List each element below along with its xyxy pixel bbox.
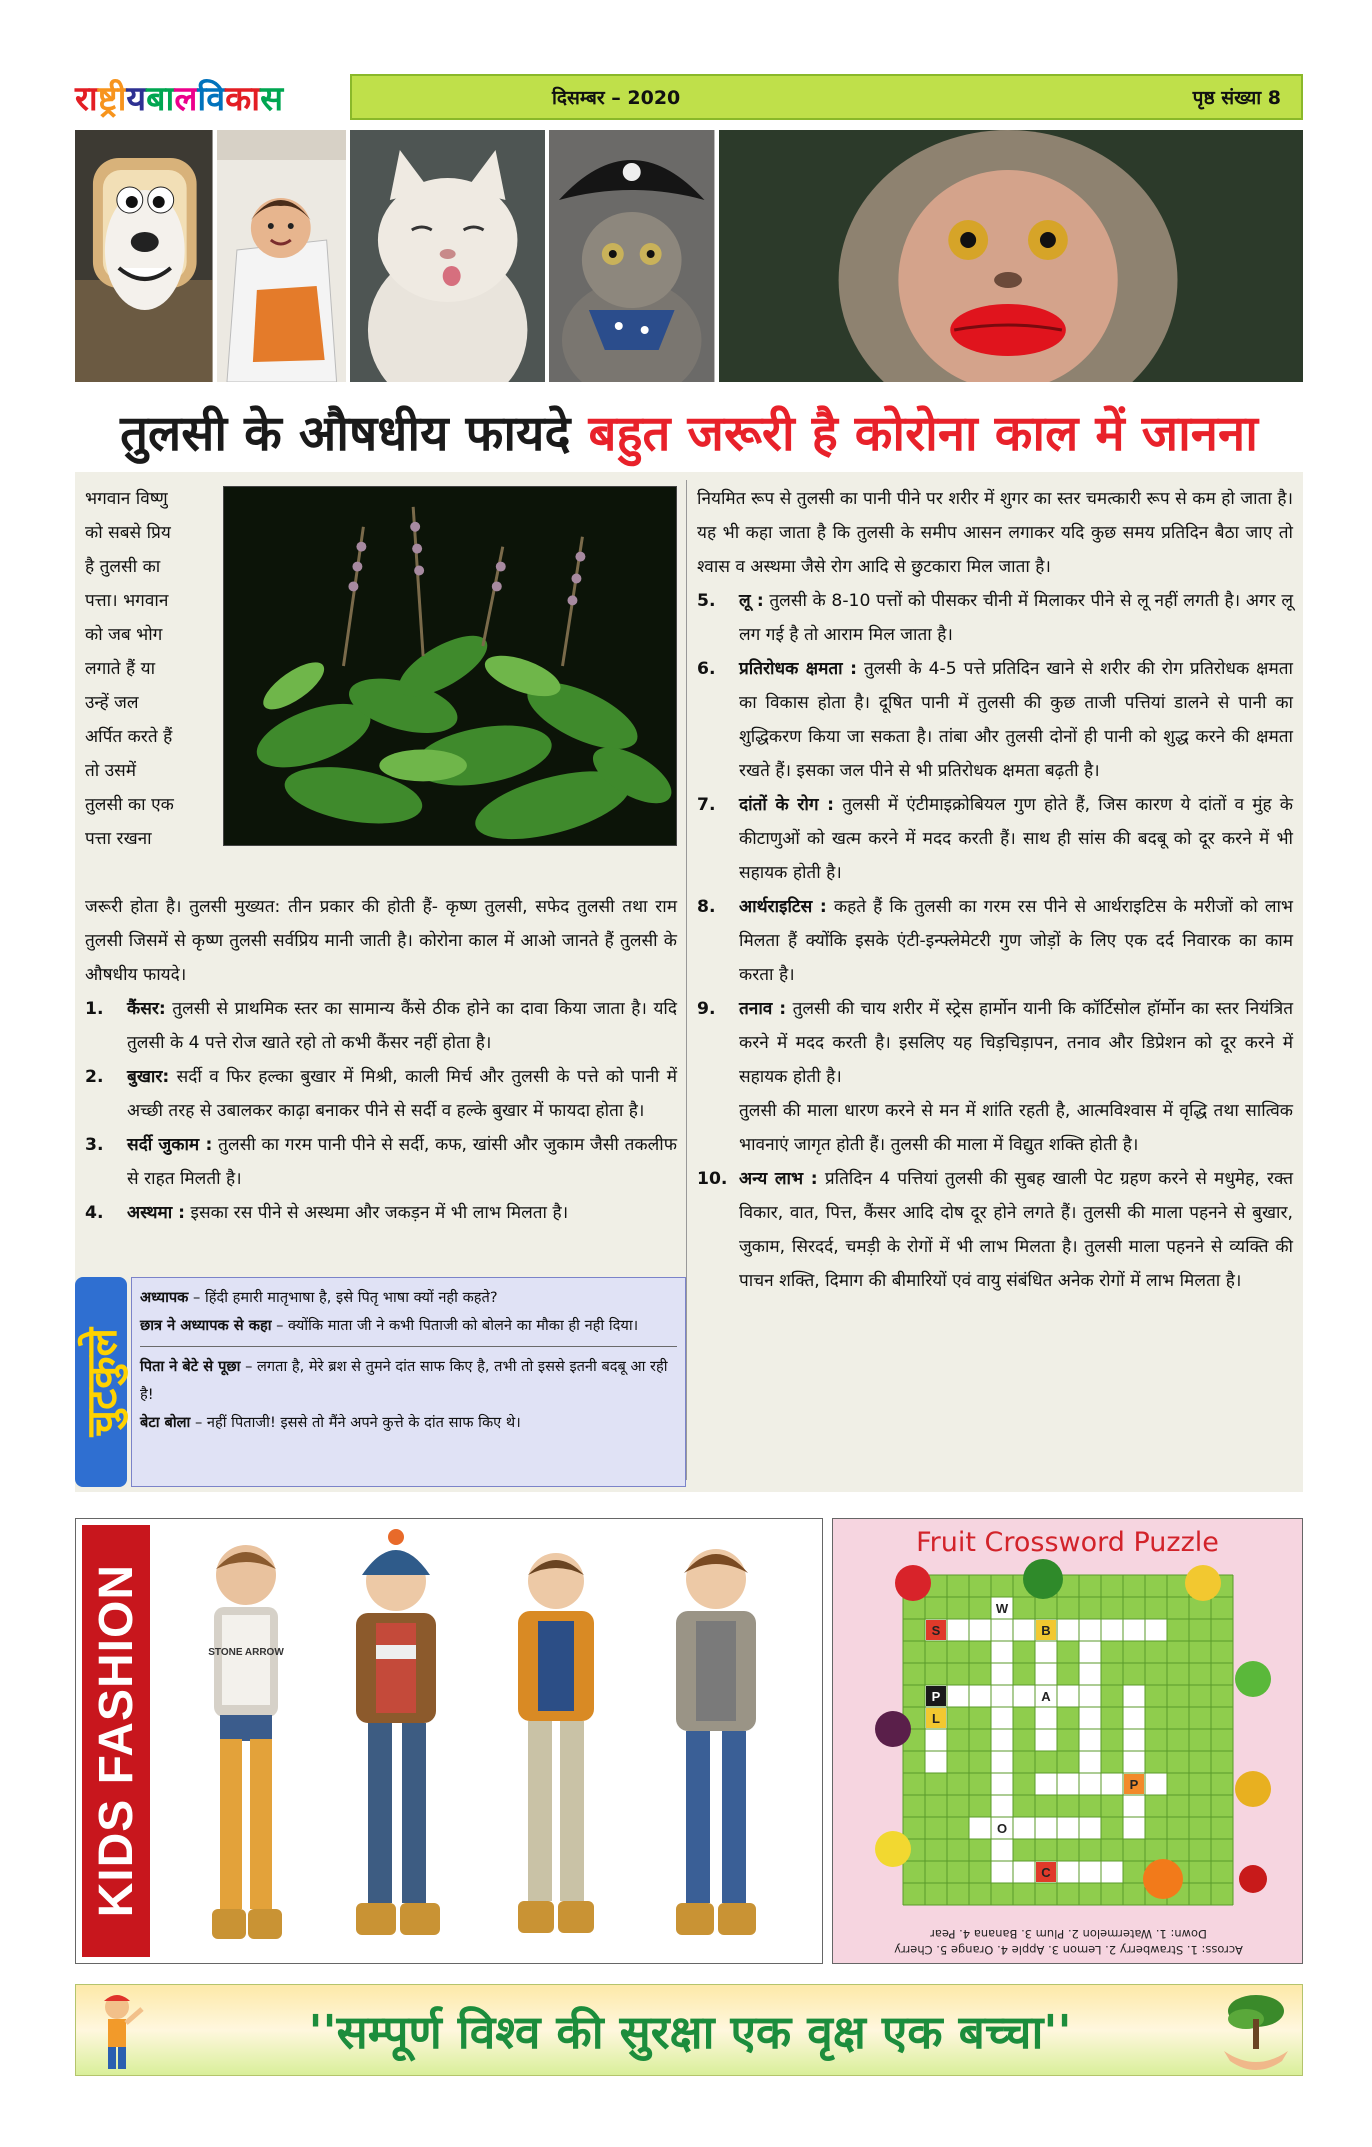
crossword-cell[interactable] xyxy=(1057,1773,1079,1795)
benefit-number: 6. xyxy=(697,659,716,679)
speaker-label: पिता ने बेटे से पूछा xyxy=(140,1358,241,1375)
speaker-label: अध्यापक xyxy=(140,1289,189,1306)
photo-strip xyxy=(75,130,1303,382)
header-bar xyxy=(350,74,1303,120)
intro-line: तुलसी का एक xyxy=(85,795,174,815)
crossword-cell[interactable] xyxy=(947,1685,969,1707)
benefit-text xyxy=(739,652,1293,788)
benefit-text xyxy=(739,788,1293,890)
benefit-title: अस्थमा : xyxy=(127,1203,186,1223)
benefit-number: 3. xyxy=(85,1135,104,1155)
speaker-label: छात्र ने अध्यापक से कहा xyxy=(140,1317,272,1334)
crossword-letter: L xyxy=(932,1711,940,1726)
crossword-grid xyxy=(833,1519,1304,1965)
benefit-body: तुलसी का गरम पानी पीने से सर्दी, कफ, खांसी और जुकाम जैसी तकलीफ से राहत मिलती है। xyxy=(127,1135,677,1189)
kids-fashion-photo xyxy=(156,1525,818,1957)
intro-line: अर्पित करते हैं xyxy=(85,727,173,747)
benefit-body: कहते हैं कि तुलसी का गरम रस पीने से आर्थराइटिस के मरीजों को लाभ मिलता हैं क्योंकि इसके एंटी-इन्फ्लेमेटरी गुण जोड़ों के लिए एक दर्द निवारक का काम करता है। xyxy=(739,897,1294,985)
benefit-title: लू : xyxy=(739,591,764,611)
jokes-tab xyxy=(75,1277,127,1487)
benefit-number: 7. xyxy=(697,795,716,815)
benefit-body: तुलसी के 4-5 पत्ते प्रतिदिन खाने से शरीर की रोग प्रतिरोधक क्षमता का विकास होता है। दूषित पानी में तुलसी की कुछ ताजी पत्तियां डालने से पानी का शुद्धिकरण किया जा सकता है। तांबा और तुलसी दोनों ही पानी को शुद्ध करने की क्षमता रखते हैं। इसका जल पीने से भी प्रतिरोधक क्षमता बढ़ती है। xyxy=(739,659,1293,781)
benefit-title: बुखार: xyxy=(127,1067,170,1087)
jokes-box xyxy=(75,1277,687,1487)
benefit-number: 1. xyxy=(85,999,104,1019)
benefit-body: सर्दी व फिर हल्का बुखार में मिश्री, काली मिर्च और तुलसी के पत्ते को पानी में अच्छी तरह से उबालकर काढ़ा बनाकर पीने से सर्दी व हल्के बुखार में फायदा होता है। xyxy=(127,1067,677,1121)
crossword-cell[interactable] xyxy=(991,1619,1013,1641)
speech-text: – क्योंकि माता जी ने कभी पिताजी को बोलने का मौका ही नही दिया। xyxy=(271,1317,639,1334)
crossword-clue-down: Down: 1. Watermelon 2. Plum 3. Banana 4. Pear xyxy=(930,1927,1207,1941)
intro-line: लगाते हैं या xyxy=(85,659,156,679)
speaker-label: बेटा बोला xyxy=(140,1414,191,1431)
benefit-body: तुलसी की चाय शरीर में स्ट्रेस हार्मोन यानी कि कॉर्टिसोल हॉर्मोन का स्तर नियंत्रित करने में मदद करती है। इसलिए यह चिड़चिड़ापन, तनाव और डिप्रेशन को दूर करने में सहायक होती है। xyxy=(739,999,1294,1087)
benefit-title: अन्य लाभ : xyxy=(739,1169,818,1189)
crossword-cell[interactable] xyxy=(1079,1729,1101,1751)
benefit-item-4 xyxy=(85,1196,677,1230)
joke-divider xyxy=(140,1346,677,1347)
benefit-title: आर्थराइटिस : xyxy=(739,897,827,917)
benefit-item-9 xyxy=(697,992,1293,1094)
intro-line: भगवान विष्णु xyxy=(85,489,168,509)
benefit-item-1 xyxy=(85,992,677,1060)
crossword-cell[interactable] xyxy=(1013,1861,1035,1883)
slogan-banner xyxy=(75,1984,1303,2076)
benefit-title: कैंसर: xyxy=(127,999,166,1019)
crossword-cell[interactable] xyxy=(1123,1751,1145,1773)
crossword-cell[interactable] xyxy=(1057,1817,1079,1839)
benefit-body: तुलसी में एंटीमाइक्रोबियल गुण होते हैं, जिस कारण ये दांतों व मुंह के कीटाणुओं को खत्म करने में मदद करती हैं। साथ ही सांस की बदबू को दूर करने में भी सहायक होती है। xyxy=(739,795,1294,883)
jokes-tab-label: चुटकुले xyxy=(76,1327,126,1437)
crossword-cell[interactable] xyxy=(991,1839,1013,1861)
crossword-cell[interactable] xyxy=(991,1707,1013,1729)
intro-block xyxy=(85,482,677,890)
intro-line: तो उसमें xyxy=(85,761,137,781)
slogan-text: ''सम्पूर्ण विश्व की सुरक्षा एक वृक्ष एक बच्चा'' xyxy=(308,2005,1072,2059)
joke-2-line-1 xyxy=(140,1353,677,1409)
crossword-cell[interactable] xyxy=(969,1685,991,1707)
crossword-cell[interactable] xyxy=(1123,1817,1145,1839)
masthead-char: य xyxy=(126,79,147,119)
benefit-number: 9. xyxy=(697,999,716,1019)
benefit-title: सर्दी जुकाम : xyxy=(127,1135,213,1155)
crossword-clue-across: Across: 1. Strawberry 2. Lemon 3. Apple 4. Orange 5. Cherry xyxy=(894,1943,1243,1957)
photo-pirate-cat xyxy=(549,130,714,382)
crossword-cell[interactable] xyxy=(969,1817,991,1839)
crossword-cell[interactable] xyxy=(1079,1641,1101,1663)
apple-icon xyxy=(1235,1661,1271,1697)
crossword-letter: S xyxy=(931,1623,941,1638)
cherry-icon xyxy=(1239,1865,1267,1893)
crossword-cell[interactable] xyxy=(991,1685,1013,1707)
crossword-cell[interactable] xyxy=(1035,1707,1057,1729)
crossword-cell[interactable] xyxy=(1035,1773,1057,1795)
masthead-char: बा xyxy=(146,79,175,119)
crossword-cell[interactable] xyxy=(991,1641,1013,1663)
crossword-letter: A xyxy=(1041,1689,1051,1704)
kids-fashion-label: KIDS FASHION xyxy=(89,1564,143,1918)
benefit-body: तुलसी के 8-10 पत्तों को पीसकर चीनी में मिलाकर पीने से लू नहीं लगती है। अगर लू लग गई है तो आराम मिल जाता है। xyxy=(739,591,1294,645)
crossword-cell[interactable] xyxy=(1035,1817,1057,1839)
intro-line: को जब भोग xyxy=(85,625,163,645)
benefit-item-3 xyxy=(85,1128,677,1196)
right-benefits-list xyxy=(697,584,1293,1094)
crossword-cell[interactable] xyxy=(1101,1861,1123,1883)
child-mascot-icon xyxy=(82,1989,152,2073)
crossword-letter: C xyxy=(1041,1865,1051,1880)
crossword-letter: P xyxy=(1129,1777,1139,1792)
photo-child-in-bag xyxy=(217,130,347,382)
crossword-cell[interactable] xyxy=(1079,1861,1101,1883)
benefit-title: तनाव : xyxy=(739,999,787,1019)
kids-fashion-panel xyxy=(75,1518,823,1964)
benefit-body: प्रतिदिन 4 पत्तियां तुलसी की सुबह खाली पेट ग्रहण करने से मधुमेह, रक्त विकार, वात, पित्त, कैंसर आदि दोष दूर होने लगते हैं। तुलसी की माला पहनने से बुखार, जुकाम, सिरदर्द, चमड़ी के रोगों में भी लाभ मिलता है। तुलसी माला पहनने से व्यक्ति की पाचन शक्ति, दिमाग की बीमारियों एवं वायु संबंधित अनेक रोगों में लाभ मिलता है। xyxy=(739,1169,1293,1291)
crossword-cell[interactable] xyxy=(1123,1729,1145,1751)
benefit-body: इसका रस पीने से अस्थमा और जकड़न में भी लाभ मिलता है। xyxy=(185,1203,569,1223)
crossword-cell[interactable] xyxy=(1101,1773,1123,1795)
speech-text: – लगता है, मेरे ब्रश से तुमने दांत साफ किए है, तभी तो इससे इतनी बदबू आ रही है! xyxy=(140,1358,668,1403)
benefit-text xyxy=(739,992,1293,1094)
crossword-letter: W xyxy=(995,1601,1009,1616)
benefit-number: 2. xyxy=(85,1067,104,1087)
benefit-item-2 xyxy=(85,1060,677,1128)
crossword-cell[interactable] xyxy=(1079,1707,1101,1729)
crossword-letter: O xyxy=(996,1821,1008,1836)
benefit-item-5 xyxy=(697,584,1293,652)
crossword-cell[interactable] xyxy=(1101,1619,1123,1641)
benefit-item-8 xyxy=(697,890,1293,992)
orange-icon xyxy=(1143,1859,1183,1899)
benefit-text xyxy=(127,1196,677,1230)
benefit-text xyxy=(127,1060,677,1128)
crossword-cell[interactable] xyxy=(991,1795,1013,1817)
crossword-cell[interactable] xyxy=(1079,1773,1101,1795)
crossword-cell[interactable] xyxy=(1079,1751,1101,1773)
benefit-text xyxy=(739,1162,1293,1298)
masthead-char: वि xyxy=(197,79,226,119)
intro-line: उन्हें जल xyxy=(85,693,139,713)
tulsi-plant-photo xyxy=(223,486,677,846)
masthead-char: का xyxy=(225,79,261,119)
crossword-cell[interactable] xyxy=(991,1663,1013,1685)
crossword-cell[interactable] xyxy=(925,1751,947,1773)
intro-paragraph: जरूरी होता है। तुलसी मुख्यत: तीन प्रकार की होती हैं- कृष्ण तुलसी, सफेद तुलसी तथा राम तुलसी जिसमें से कृष्ण तुलसी सर्वप्रिय मानी जाती है। कोरोना काल में आओ जानते हैं तुलसी के औषधीय फायदे। xyxy=(85,897,677,985)
watermelon-icon xyxy=(1023,1559,1063,1599)
photo-white-cat xyxy=(350,130,545,382)
crossword-cell[interactable] xyxy=(1123,1707,1145,1729)
crossword-cell[interactable] xyxy=(1035,1729,1057,1751)
masthead xyxy=(75,72,347,122)
page-number: पृष्ठ संख्या 8 xyxy=(1192,87,1281,109)
benefit-title: दांतों के रोग : xyxy=(739,795,835,815)
crossword-cell[interactable] xyxy=(1145,1619,1167,1641)
intro-line: को सबसे प्रिय xyxy=(85,523,171,543)
crossword-cell[interactable] xyxy=(1057,1861,1079,1883)
crossword-cell[interactable] xyxy=(1013,1817,1035,1839)
crossword-cell[interactable] xyxy=(991,1773,1013,1795)
crossword-title: Fruit Crossword Puzzle xyxy=(916,1527,1219,1558)
benefit-number: 10. xyxy=(697,1169,728,1189)
crossword-cell[interactable] xyxy=(1079,1663,1101,1685)
crossword-cell[interactable] xyxy=(1057,1619,1079,1641)
crossword-cell[interactable] xyxy=(1079,1619,1101,1641)
header xyxy=(75,72,1303,122)
joke-2-line-2 xyxy=(140,1409,677,1437)
banana-icon xyxy=(1185,1565,1221,1601)
masthead-char: स xyxy=(260,79,284,119)
benefit-item-6 xyxy=(697,652,1293,788)
headline-part-2: बहुत जरूरी है कोरोना काल में जानना xyxy=(588,405,1258,462)
tree-in-hands-icon xyxy=(1216,1989,1296,2073)
crossword-cell[interactable] xyxy=(1079,1817,1101,1839)
intro-wrapped-text xyxy=(85,482,207,856)
article-right-column xyxy=(697,482,1293,1298)
headline-part-1: तुलसी के औषधीय फायदे xyxy=(120,405,571,462)
shirt-print: STONE ARROW xyxy=(208,1647,284,1658)
crossword-cell[interactable] xyxy=(991,1751,1013,1773)
benefit-item-7 xyxy=(697,788,1293,890)
jokes-content xyxy=(131,1277,686,1487)
masthead-char: रा xyxy=(75,79,98,119)
crossword-cell[interactable] xyxy=(1035,1663,1057,1685)
photo-dog-bread xyxy=(75,130,213,382)
strawberry-icon xyxy=(895,1565,931,1601)
benefit-text xyxy=(739,890,1293,992)
crossword-cell[interactable] xyxy=(1035,1641,1057,1663)
crossword-cell[interactable] xyxy=(947,1619,969,1641)
headline xyxy=(75,392,1303,472)
benefit-item-10 xyxy=(697,1162,1293,1298)
masthead-char: ल xyxy=(174,79,198,119)
speech-text: – नहीं पिताजी! इससे तो मैंने अपने कुत्ते के दांत साफ किए थे। xyxy=(190,1414,521,1431)
benefit-text xyxy=(127,992,677,1060)
crossword-cell[interactable] xyxy=(1123,1619,1145,1641)
benefit-title: प्रतिरोधक क्षमता : xyxy=(739,659,857,679)
benefit-body: तुलसी से प्राथमिक स्तर का सामान्य कैंसे ठीक होने का दावा किया जाता है। यदि तुलसी के 4 पत्ते रोज खाते रहो तो कभी कैंसर नहीं होता है। xyxy=(127,999,677,1053)
intro-line: पत्ता। भगवान xyxy=(85,591,169,611)
issue-date: दिसम्बर – 2020 xyxy=(552,87,681,109)
crossword-cell[interactable] xyxy=(1079,1685,1101,1707)
benefit-text xyxy=(127,1128,677,1196)
crossword-letter: B xyxy=(1041,1623,1051,1638)
benefit-number: 8. xyxy=(697,897,716,917)
benefit-text xyxy=(739,584,1293,652)
tulsi-mala-paragraph: तुलसी की माला धारण करने से मन में शांति रहती है, आत्मविश्वास में वृद्धि तथा सात्विक भावनाएं जागृत होती हैं। तुलसी की माला में विद्युत शक्ति होती है। xyxy=(739,1101,1293,1155)
crossword-cell[interactable] xyxy=(1057,1685,1079,1707)
crossword-cell[interactable] xyxy=(991,1729,1013,1751)
intro-line: पत्ता रखना xyxy=(85,829,152,849)
left-benefits-list xyxy=(85,992,677,1230)
right-lead-paragraph: नियमित रूप से तुलसी का पानी पीने पर शरीर में शुगर का स्तर चमत्कारी रूप से कम हो जाता है। यह भी कहा जाता है कि तुलसी के समीप आसन लगाकर यदि कुछ समय प्रतिदिन बैठा जाए तो श्वास व अस्थमा जैसे रोग आदि से छुटकारा मिल जाता है। xyxy=(697,489,1293,577)
benefit-number: 4. xyxy=(85,1203,104,1223)
plum-icon xyxy=(875,1711,911,1747)
photo-monkey-lips xyxy=(719,130,1303,382)
article xyxy=(75,472,1303,1492)
crossword-cell[interactable] xyxy=(1145,1773,1167,1795)
crossword-cell[interactable] xyxy=(991,1861,1013,1883)
crossword-cell[interactable] xyxy=(1123,1795,1145,1817)
intro-line: है तुलसी का xyxy=(85,557,161,577)
joke-1-line-2 xyxy=(140,1312,677,1340)
pear-icon xyxy=(1235,1771,1271,1807)
lemon-icon xyxy=(875,1831,911,1867)
crossword-panel xyxy=(832,1518,1303,1964)
crossword-cell[interactable] xyxy=(1013,1619,1035,1641)
kids-fashion-label-tab xyxy=(82,1525,150,1957)
benefit-number: 5. xyxy=(697,591,716,611)
crossword-cell[interactable] xyxy=(1123,1685,1145,1707)
article-left-column xyxy=(85,482,677,1230)
crossword-cell[interactable] xyxy=(925,1729,947,1751)
joke-1-line-1 xyxy=(140,1284,677,1312)
crossword-cell[interactable] xyxy=(1013,1685,1035,1707)
crossword-cell[interactable] xyxy=(969,1619,991,1641)
crossword-letter: P xyxy=(931,1689,941,1704)
masthead-char: ष्ट्री xyxy=(97,79,127,119)
speech-text: – हिंदी हमारी मातृभाषा है, इसे पितृ भाषा क्यों नही कहते? xyxy=(188,1289,498,1306)
